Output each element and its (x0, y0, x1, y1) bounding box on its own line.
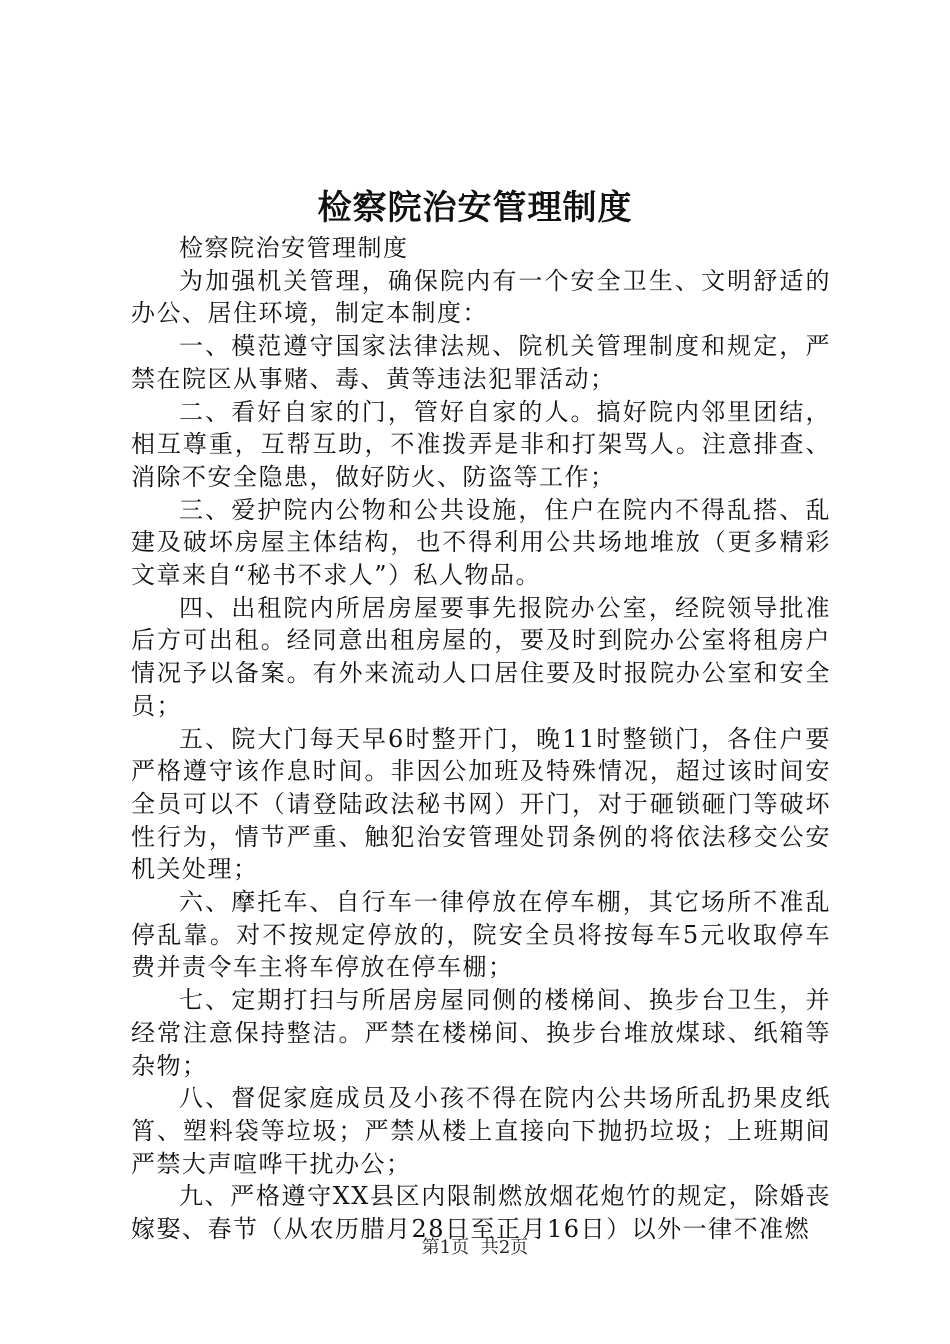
paragraph-intro: 为加强机关管理，确保院内有一个安全卫生、文明舒适的办公、居住环境，制定本制度： (131, 266, 831, 328)
paragraph-item-7: 七、定期打扫与所居房屋同侧的楼梯间、换步台卫生，并经常注意保持整洁。严禁在楼梯间、换步台堆放煤球、纸箱等杂物； (131, 986, 831, 1080)
page-number-total: 共2页 (480, 1237, 529, 1258)
page-number-current: 第1页 (421, 1237, 470, 1258)
paragraph-item-9: 九、严格遵守XX县区内限制燃放烟花炮竹的规定，除婚丧嫁娶、春节（从农历腊月28日至正月16日）以外一律不准燃 (131, 1182, 831, 1244)
paragraph-item-8: 八、督促家庭成员及小孩不得在院内公共场所乱扔果皮纸筲、塑料袋等垃圾；严禁从楼上直接向下抛扔垃圾；上班期间严禁大声喧哗干扰办公； (131, 1084, 831, 1178)
paragraph-item-2: 二、看好自家的门，管好自家的人。搞好院内邻里团结，相互尊重，互帮互助，不准拨弄是非和打架骂人。注意排查、消除不安全隐患，做好防火、防盗等工作； (131, 397, 831, 491)
paragraph-item-3: 三、爱护院内公物和公共设施，住户在院内不得乱搭、乱建及破坏房屋主体结构，也不得利用公共场地堆放（更多精彩文章来自“秘书不求人”）私人物品。 (131, 495, 831, 590)
paragraph-item-1: 一、模范遵守国家法律法规、院机关管理制度和规定，严禁在院区从事赌、毒、黄等违法犯罪活动； (131, 332, 831, 393)
paragraph-item-5: 五、院大门每天早6时整开门，晚11时整锁门，各住户要严格遵守该作息时间。非因公加班及特殊情况，超过该时间安全员可以不（请登陆政法秘书网）开门，对于砸锁砸门等破坏性行为，情节严重、触犯治安管理处罚条例的将依法移交公安机关处理； (131, 724, 831, 884)
page-footer (0, 1236, 950, 1260)
paragraph-item-4: 四、出租院内所居房屋要事先报院办公室，经院领导批准后方可出租。经同意出租房屋的，要及时到院办公室将租房户情况予以备案。有外来流动人口居住要及时报院办公室和安全员； (131, 593, 831, 720)
paragraph-heading: 检察院治安管理制度 (179, 234, 409, 262)
document-title: 检察院治安管理制度 (317, 188, 633, 228)
document-body (131, 232, 831, 1246)
paragraph-item-6: 六、摩托车、自行车一律停放在停车棚，其它场所不准乱停乱靠。对不按规定停放的，院安全员将按每车5元收取停车费并责令车主将车停放在停车棚； (131, 888, 831, 982)
